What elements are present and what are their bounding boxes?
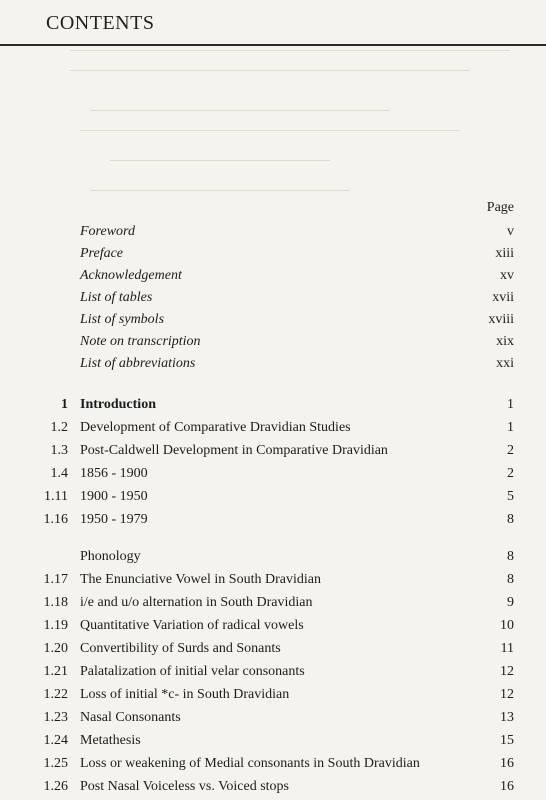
section-title: Introduction [80,397,156,412]
front-matter-page: xvii [492,290,514,305]
section-number: 1.20 [43,641,68,656]
section-number: 1.22 [43,687,68,702]
section-page: 5 [507,489,514,504]
section-number: 1.25 [43,756,68,771]
toc-entry [0,775,514,798]
section-page: 11 [500,641,514,656]
page-column-label: Page [486,200,514,215]
toc-entry [0,439,514,462]
section-title: i/e and u/o alternation in South Dravidian [80,595,313,610]
front-matter-item [80,331,514,353]
section-title: Loss or weakening of Medial consonants in South Dravidian [80,756,420,771]
section-page: 16 [500,756,514,771]
toc-entry [0,393,514,416]
front-matter-item [80,243,514,265]
toc-entry [0,485,514,508]
section-page: 8 [507,512,514,527]
section-number: 1.21 [43,664,68,679]
section-page: 2 [507,443,514,458]
toc-entry [0,706,514,729]
section-title: Palatalization of initial velar consonants [80,664,305,679]
front-matter-title: Foreword [80,224,135,239]
section-title: Quantitative Variation of radical vowels [80,618,304,633]
toc-entry [0,545,514,568]
section-title: Metathesis [80,733,141,748]
front-matter-page: xv [500,268,514,283]
section-title: Post-Caldwell Development in Comparative Dravidian [80,443,388,458]
front-matter-item [80,309,514,331]
front-matter-title: List of symbols [80,312,165,327]
section-number: 1.19 [43,618,68,633]
front-matter-page: v [507,224,514,239]
section-page: 8 [507,572,514,587]
section-title: Convertibility of Surds and Sonants [80,641,281,656]
section-number: 1.17 [43,572,68,587]
front-matter-title: List of tables [80,290,153,305]
front-matter-list [80,221,514,375]
section-number: 1.26 [43,779,68,794]
section-page: 2 [507,466,514,481]
front-matter-item [80,221,514,243]
front-matter-item [80,265,514,287]
toc-entry [0,416,514,439]
section-title: Post Nasal Voiceless vs. Voiced stops [80,779,289,794]
front-matter-title: Preface [80,246,124,261]
section-title: 1900 - 1950 [80,489,148,504]
front-matter-item [80,353,514,375]
section-page: 1 [507,397,514,412]
phonology-entries [0,545,514,798]
section-title: 1856 - 1900 [80,466,148,481]
section-number: 1.23 [43,710,68,725]
section-number: 1.18 [43,595,68,610]
section-number: 1.11 [44,489,68,504]
toc-entry [0,614,514,637]
section-title: Nasal Consonants [80,710,181,725]
chapter-1-entries [0,393,514,531]
section-number: 1.24 [43,733,68,748]
toc-entry [0,660,514,683]
header-rule [0,44,546,46]
toc-entry [0,591,514,614]
section-page: 15 [500,733,514,748]
front-matter-page: xxi [496,356,514,371]
toc-entry [0,568,514,591]
section-page: 9 [507,595,514,610]
toc-entry [0,683,514,706]
section-page: 16 [500,779,514,794]
section-number: 1 [61,397,68,412]
section-number: 1.4 [50,466,68,481]
section-page: 8 [507,549,514,564]
toc-entry [0,637,514,660]
toc-entry [0,462,514,485]
section-title: Phonology [80,549,141,564]
toc-entry [0,508,514,531]
front-matter-page: xiii [495,246,514,261]
front-matter-title: Acknowledgement [80,268,182,283]
toc-entry [0,752,514,775]
front-matter-item [80,287,514,309]
section-number: 1.3 [50,443,68,458]
front-matter-page: xix [496,334,514,349]
section-title: 1950 - 1979 [80,512,148,527]
front-matter-title: Note on transcription [80,334,201,349]
front-matter-page: xviii [488,312,514,327]
section-number: 1.2 [50,420,68,435]
front-matter-title: List of abbreviations [80,356,196,371]
section-page: 10 [500,618,514,633]
section-number: 1.16 [43,512,68,527]
page-title: CONTENTS [46,12,155,34]
section-title: Development of Comparative Dravidian Studies [80,420,351,435]
section-page: 12 [500,664,514,679]
section-page: 1 [507,420,514,435]
section-title: Loss of initial *c- in South Dravidian [80,687,290,702]
toc-entry [0,729,514,752]
section-title: The Enunciative Vowel in South Dravidian [80,572,321,587]
section-page: 13 [500,710,514,725]
section-page: 12 [500,687,514,702]
